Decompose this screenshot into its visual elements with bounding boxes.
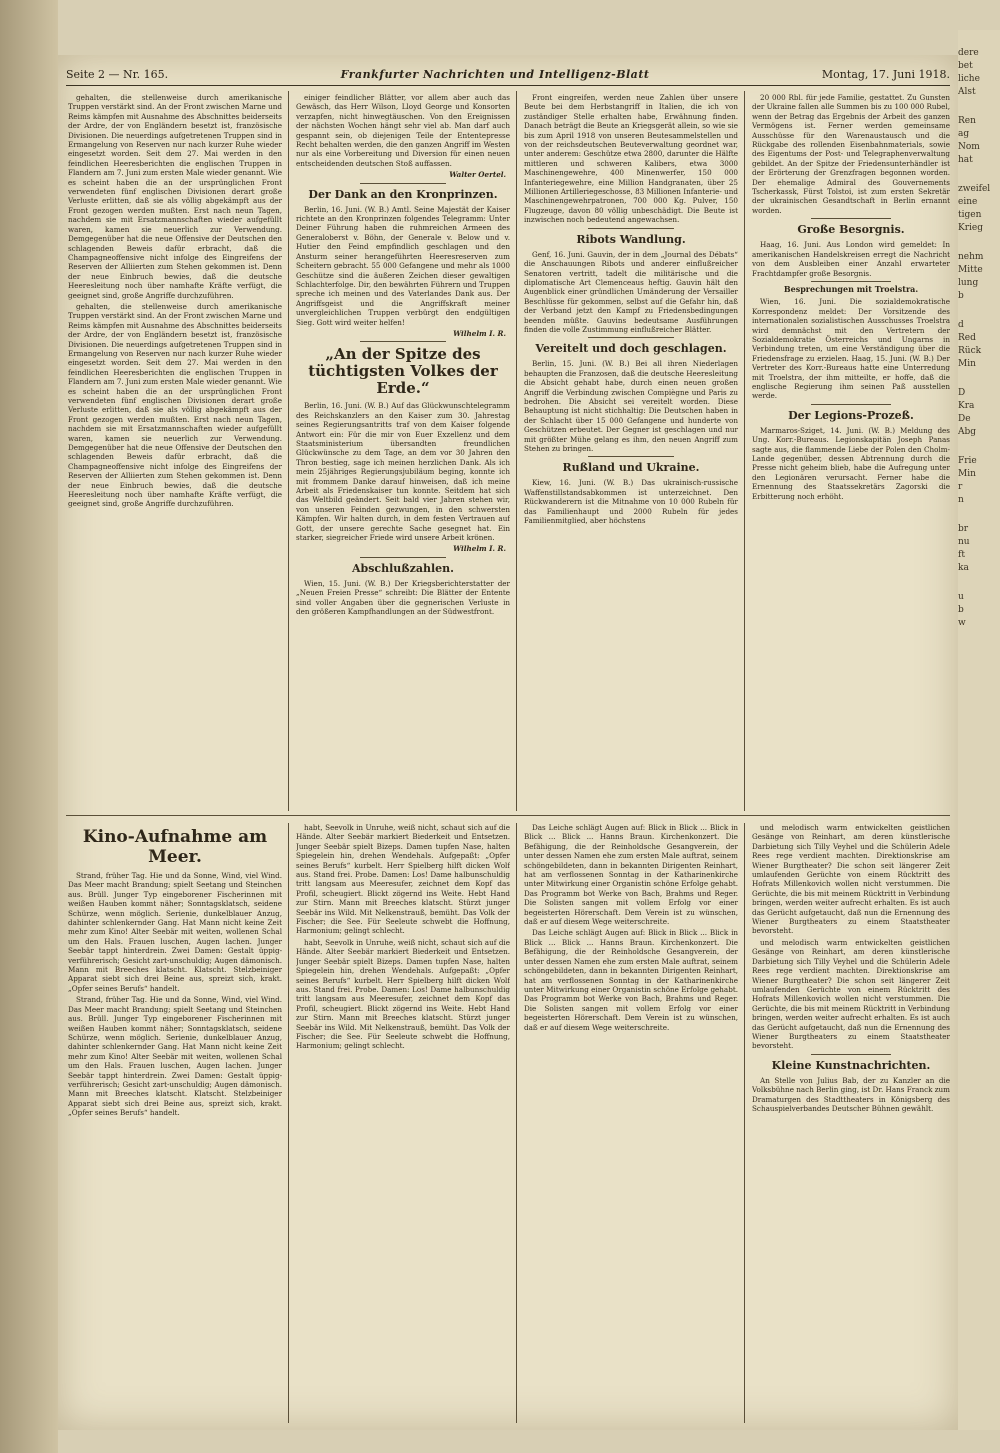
article-text: 20 000 Rbl. für jede Familie, gestattet. Zu Gunsten der Ukraine fallen alle Summen bis zu 100 000 Rubel, wenn der Betrag das Ergebnis der Arbeit des ganzen Vermögens ist. Ferner werden gemeinsame Ausschüsse für den Warenaustausch und die Rückgabe des rollenden Eisenbahnmaterials, sowie des Eigentums der Post- und Telegraphenverwaltung gebildet. An der Spitze der Friedensunterhändler ist der Erörterung der Grenzfragen begonnen worden. Der ehemalige Admiral des Gouvernements Tscherkassk, Fürst Tolstoi, ist zum ersten Sekretär der ukrainischen Gesandtschaft in Berlin ernannt worden. <box>752 93 950 215</box>
article-text: gehalten, die stellenweise durch amerikanische Truppen verstärkt sind. An der Front zwischen Marne und Reims kämpfen mit Ausnahme des Abschnittes beiderseits der Ardre, der von Engländern besetzt ist, französische Divisionen. Die neuerdings aufgetretenen Truppen sind in Ermangelung von Reserven nur nach kurzer Ruhe wieder eingesetzt worden. Seit dem 27. Mai werden in den feindlichen Heeresberichten die englischen Truppen in Flandern am 7. Juni zum ersten Male wieder genannt. Wie es scheint haben die an der ursprünglichen Front verwendeten fünf englischen Divisionen derart große Verluste erlitten, daß sie als völlig abgekämpft aus der Front gezogen werden mußten. Erst nach neun Tagen, nachdem sie mit Ersatzmannschaften wieder aufgefüllt waren, kamen sie neuerlich zur Verwendung. Demgegenüber hat die neue Offensive der Deutschen den schlagenden Beweis dafür erbracht, daß die Champagneoffensive nicht infolge des Eingreifens der Reserven der Alliierten zum Stehen gekommen ist. Denn der neue Einbruch bewies, daß die deutsche Heeresleitung noch über namhafte Kräfte verfügt, die geeignet sind, große Angriffe durchzuführen. <box>68 301 282 509</box>
column-kaiser-news <box>296 93 510 809</box>
headline-vereitelt: Vereitelt und doch geschlagen. <box>535 342 727 356</box>
article-text: Haag, 16. Juni. Aus London wird gemeldet: In amerikanischen Handelskreisen erregt die Nachricht von dem Ausbleiben einer Anzahl erwarteter Frachtdampfer große Besorgnis. <box>752 240 950 278</box>
article-text: habt, Seevolk in Unruhe, weiß nicht, schaut sich auf die Hände. Alter Seebär markiert Biederkeit und Entsetzen. Junger Seebär spielt Bizeps. Damen tupfen Nase, halten Spiegelein hin, drehen Wendehals. Aufgepaßt: „Opfer seines Berufs“ kurbelt. Herr Spielberg hilft dicken Wolf aus. Stand frei. Probe. Damen: Los! Dame halbunschuldig tritt langsam aus Meeresufer, zeichnet dem Kopf das Profil, scheugiert. Blickt zögernd ins Weite. Hebt Hand zur Stirn. Mann mit Breeches klatscht. Stürzt junger Seebär ins Wild. Mit Nelkenstrauß, bemüht. Das Volk der Fischer; die See. Für Seeleute schwebt die Hoffnung, Harmonium; gelingt schlecht. <box>296 823 510 936</box>
article-text: einiger feindlicher Blätter, vor allem aber auch das Gewäsch, das Herr Wilson, Lloyd George und Konsorten verzapfen, nicht hinwegtäuschen. Von den Ereignissen der nächsten Wochen hängt sehr viel ab. Man darf auch gespannt sein, ob diejenigen Teile der Ententepresse Recht behalten werden, die den ganzen Angriff im Westen nur als eine Vorbereitung und Diversion für einen neuen entscheidenden deutschen Stoß auffassen. <box>296 93 510 168</box>
strip-fragment: zweifel <box>958 184 991 194</box>
author-byline: Wilhelm I. R. <box>453 328 506 338</box>
article-separator <box>360 183 446 184</box>
column-rule <box>744 823 745 1423</box>
column-rule <box>516 91 517 811</box>
column-feuilleton-3 <box>524 823 738 1423</box>
column-rule <box>516 823 517 1423</box>
column-foreign-news <box>524 93 738 809</box>
strip-fragment: liche <box>958 74 980 84</box>
strip-fragment: Kra <box>958 401 975 411</box>
article-separator <box>811 1054 890 1055</box>
strip-fragment: b <box>958 291 964 301</box>
column-feuilleton-1 <box>68 823 282 1423</box>
headline-troelstra: Besprechungen mit Troelstra. <box>783 283 919 294</box>
headline-legion: Der Legions-Prozeß. <box>788 408 914 422</box>
strip-fragment: De <box>958 414 971 424</box>
article-separator <box>811 281 890 282</box>
article-text: Berlin, 15. Juni. (W. B.) Bei all ihren Niederlagen behaupten die Franzosen, daß die deutsche Heeresleitung die Absicht gehabt habe, durch einen neuen großen Angriff die Verbindung zwischen Compiègne und Paris zu bedrohen. Die Absicht sei vereitelt worden. Diese Behauptung ist nicht stichhaltig: Die Deutschen haben in der Schlacht über 15 000 Gefangene und hunderte von Geschützen erbeutet. Der Gegner ist geschlagen und nur mit größter Mühe gelang es ihm, den neuen Angriff zum Stehen zu bringen. <box>524 359 738 453</box>
column-war-report <box>68 93 282 809</box>
article-text: Strand, früher Tag. Hie und da Sonne, Wind, viel Wind. Das Meer macht Brandung; spielt Seetang und Steinchen aus. Brüll. Junger Typ eingeborener Fischerinnen mit weißen Hauben kommt näher; Sonntagsklatsch, seidene Schürze, wenn möglich. Serienie, dunkelblauer Anzug, dahinter schlenkernder Gang. Hat Mann nicht keine Zeit mehr zum Kino! Alter Seebär mit weiten, wollenen Schal um den Hals. Frauen luschen, Augen lachen. Junger Seebär tappt hinterdrein. Zwei Damen: Gestalt üppig-verführerisch; Gesicht zart-unschuldig; Augen dämonisch. Mann mit Breeches klatscht. Klatscht. Stelzbeiniger Apparat siebt sich drei Beine aus, spreizt sich, krakt. „Opfer seines Berufs“ handelt. <box>68 871 282 993</box>
newspaper-page <box>58 55 958 1430</box>
strip-fragment: bet <box>958 61 973 71</box>
headline-abschluss: Abschlußzahlen. <box>351 561 455 575</box>
article-text: und melodisch warm entwickelten geistlichen Gesänge von Reinhart, am deren künstlerische Darbietung sich Tilly Veyhel und die Schülerin Adele Rees rege verdient machten. Direktionskrise am Wiener Burgtheater? Die schon seit längerer Zeit umlaufenden Gerüchte von einem Rücktritt des Hofrats Millenkovich wollen nicht verstummen. Die Gerüchte, die bis mit meinem Rücktritt in Verbindung bringen, werden weiter aufrecht erhalten. Es ist auch das Gerücht aufgetaucht, daß nun die Ernennung des Wiener Burgtheaters zu einem Staatstheater bevorsteht. <box>752 823 950 936</box>
strip-fragment: Mitte <box>958 265 983 275</box>
column-politics <box>752 93 950 809</box>
strip-fragment: lung <box>958 278 979 288</box>
strip-fragment: d <box>958 320 964 330</box>
strip-fragment: br <box>958 524 969 534</box>
article-text: Genf, 16. Juni. Gauvin, der in dem „Journal des Débats“ die Anschauungen Ribots und anderer einflußreicher Senatoren vertritt, tadelt die militärische und die diplomatische Art Clemenceaus heftig. Gauvin hält den Augenblick einer gründlichen Umänderung der Versailler Beschlüsse für gekommen, selbst auf die Gefahr hin, daß der Verband jetzt den Kampf zu Friedensbedingungen beenden müßte. Gauvins bedeutsame Ausführungen finden die volle Zustimmung einflußreicher Blätter. <box>524 249 738 334</box>
headline-dank: Der Dank an den Kronprinzen. <box>308 187 498 201</box>
article-text: An Stelle von Julius Bab, der zu Kanzler an die Volksbühne nach Berlin ging, ist Dr. Hans Franck zum Dramaturgen des Stadttheaters in Königsberg des Schauspielverbandes Deutscher Bühnen gewählt. <box>752 1075 950 1113</box>
article-text: Front eingreifen, werden neue Zahlen über unsere Beute bei dem Herbstangriff in Italien, die ich von zuständiger Stelle erhalten habe, Erwähnung finden. Danach beträgt die Beute an Kriegsgerät allein, so wie sie bis zum April 1918 von unseren Beutesammelstellen und von der reichsdeutschen Beuteverwaltung geordnet war, unter anderem: Geschütze etwa 2800, darunter die Hälfte mittleren und schweren Kalibers, etwa 3000 Maschinengewehre, 400 Minenwerfer, 150 000 Infanteriegewehre, eine Million Handgranaten, über 25 Millionen Artilleriegeschosse, 83 Millionen Infanterie- und Maschinengewehrpatronen, 700 000 Kg. Pulver, 150 Flugzeuge, davon 80 völlig unbeschädigt. Die Beute ist inzwischen noch bedeutend angewachsen. <box>524 93 738 225</box>
article-text: Wien, 16. Juni. Die sozialdemokratische Korrespondenz meldet: Der Vorsitzende des internationalen sozialistischen Ausschusses Troelstra wird demnächst mit den Vertretern der Sozialdemokratie Österreichs und Ungarns in Verbindung treten, um eine Verständigung über die Friedensfrage zu erzielen. Haag, 15. Juni. (W. B.) Der Vertreter des Korr.-Bureaus hatte eine Unterredung mit Troelstra, der ihm mitteilte, er hoffe, daß die englische Regierung ihm seinen Paß ausstellen werde. <box>752 297 950 401</box>
strip-fragment: dere <box>958 48 979 58</box>
strip-fragment: Rück <box>958 346 982 356</box>
article-text: Wien, 15. Juni. (W. B.) Der Kriegsberichterstatter der „Neuen Freien Presse“ schreibt: Die Blätter der Entente sind voller Angaben über die gegnerischen Verluste in den größeren Kampfhandlungen an der Südwestfront. <box>296 578 510 617</box>
article-text: Marmaros-Sziget, 14. Juni. (W. B.) Meldung des Ung. Korr.-Bureaus. Legionskapitän Joseph Panas sagte aus, die flammende Liebe der Polen den Cholm-Lande gegenüber, dessen Abtrennung durch die Presse nicht geheim blieb, habe die Aufregung unter den Legionären verursacht. Ferner habe die Ernennung des Staatssekretärs Zagorski die Erbitterung noch erhöht. <box>752 425 950 501</box>
article-separator <box>811 404 890 405</box>
book-binding <box>0 0 58 1453</box>
headline-ribot: Ribots Wandlung. <box>576 232 686 246</box>
author-byline: Wilhelm I. R. <box>453 544 506 554</box>
article-text: Das Leiche schlägt Augen auf: Blick in Blick ... Blick in Blick ... Blick ... Hanns Braun. Kirchenkonzert. Die Befähigung, die der Reinholdsche Gesangverein, der unter dessen Namen ehe zum ersten Male auftrat, seinem schöngebildeten, dann in bekannten Dirigenten Reinhart, hat am verflossenen Sonntag in der Katharinenkirche unter Mitwirkung einer Organistin schöne Erfolge gehabt. Das Programm bot Werke von Bach, Brahms und Reger. Die Solisten sangen mit vollem Erfolg vor einer begeisterten Hörerschaft. Dem Verein ist zu wünschen, daß er auf diesem Wege weiterschreite. <box>524 823 738 927</box>
strip-fragment: ag <box>958 129 970 139</box>
strip-fragment: tigen <box>958 210 982 220</box>
article-separator <box>811 218 890 219</box>
strip-fragment: Krieg <box>958 223 983 233</box>
strip-fragment: Abg <box>958 427 977 437</box>
strip-fragment: D <box>958 388 966 398</box>
strip-fragment: Ren <box>958 116 976 126</box>
strip-fragment: eine <box>958 197 978 207</box>
headline-besorgnis: Große Besorgnis. <box>797 223 905 237</box>
issue-date: Montag, 17. Juni 1918. <box>821 67 950 81</box>
article-text: Berlin, 16. Juni. (W. B.) Auf das Glückwunschtelegramm des Reichskanzlers an den Kaiser zum 30. Jahrestag seines Regierungsantritts traf von dem Kaiser folgende Antwort ein: Für die mir von Euer Exzellenz und dem Staatsministerium übersandten freundlichen Glückwünsche zu dem Tage, an dem vor 30 Jahren den Thron bestieg, sage ich meinen herzlichen Dank. Als ich mein 25jähriges Regierungsjubiläum beging, konnte ich mit frommem Danke darauf hinweisen, daß ich meine Arbeit als Friedenskaiser tun konnte. Seitdem hat sich das Weltbild geändert. Seit bald vier Jahren stehen wir, von unseren Feinden gezwungen, in den schwersten Kämpfen. Wir halten durch, in dem festen Vertrauen auf Gott, der unsere gerechte Sache gesegnet hat. Ein starker, siegreicher Friede wird unsere Arbeit krönen. <box>296 401 510 543</box>
strip-fragment: nu <box>958 537 970 547</box>
strip-fragment: n <box>958 495 964 505</box>
strip-fragment: r <box>958 482 963 492</box>
strip-fragment: Red <box>958 333 976 343</box>
strip-fragment: Min <box>958 359 976 369</box>
strip-fragment: hat <box>958 155 973 165</box>
article-separator <box>588 456 674 457</box>
strip-fragment: nehm <box>958 252 984 262</box>
article-text: Das Leiche schlägt Augen auf: Blick in Blick ... Blick in Blick ... Blick ... Hanns Braun. Kirchenkonzert. Die Befähigung, die der Reinholdsche Gesangverein, der unter dessen Namen ehe zum ersten Male auftrat, seinem schöngebildeten, dann in bekannten Dirigenten Reinhart, hat am verflossenen Sonntag in der Katharinenkirche unter Mitwirkung einer Organistin schöne Erfolge gehabt. Das Programm bot Werke von Bach, Brahms und Reger. Die Solisten sangen mit vollem Erfolg vor einer begeisterten Hörerschaft. Dem Verein ist zu wünschen, daß er auf diesem Wege weiterschreite. <box>524 928 738 1032</box>
headline-russland: Rußland und Ukraine. <box>562 461 700 475</box>
article-text: Kiew, 16. Juni. (W. B.) Das ukrainisch-russische Waffenstillstandsabkommen ist unterzeichnet. Den Rückwanderern ist die Mitnahme von 10 000 Rubeln für das Familienhaupt und 2000 Rubeln für jedes Familienmitglied, aber höchstens <box>524 478 738 526</box>
page-number: Seite 2 — Nr. 165. <box>66 67 169 81</box>
strip-fragment: ka <box>958 563 969 573</box>
strip-fragment: b <box>958 605 964 615</box>
strip-fragment: Alst <box>958 87 976 97</box>
headline-kino: Kino-Aufnahme am Meer. <box>82 827 268 867</box>
article-separator <box>588 228 674 229</box>
article-text: Berlin, 16. Juni. (W. B.) Amtl. Seine Majestät der Kaiser richtete an den Kronprinzen folgendes Telegramm: Unter Deiner Führung haben die ruhmreichen Armeen des Generaloberst v. Böhn, der Generale v. Below und v. Hutier den Feind empfindlich geschlagen und den Ansturm seiner herangeführten Heeresreserven zum Scheitern gebracht. 55 000 Gefangene und mehr als 1000 Geschütze sind die äußeren Zeichen dieser gewaltigen Schlachterfolge. Dir, den bewährten Führern und Truppen spreche ich meinen und des Vaterlandes Dank aus. Der Angriffsgeist und die Angriffskraft meiner unvergleichlichen Truppen verbürgt den endgültigen Sieg. Gott wird weiter helfen! <box>296 204 510 327</box>
article-text: habt, Seevolk in Unruhe, weiß nicht, schaut sich auf die Hände. Alter Seebär markiert Biederkeit und Entsetzen. Junger Seebär spielt Bizeps. Damen tupfen Nase, halten Spiegelein hin, drehen Wendehals. Aufgepaßt: „Opfer seines Berufs“ kurbelt. Herr Spielberg hilft dicken Wolf aus. Stand frei. Probe. Damen: Los! Dame halbunschuldig tritt langsam aus Meeresufer, zeichnet dem Kopf das Profil, scheugiert. Blickt zögernd ins Weite. Hebt Hand zur Stirn. Mann mit Breeches klatscht. Stürzt junger Seebär ins Wild. Mit Nelkenstrauß, bemüht. Das Volk der Fischer; die See. Für Seeleute schwebt die Hoffnung, Harmonium; gelingt schlecht. <box>296 937 510 1051</box>
column-rule <box>744 91 745 811</box>
article-separator <box>360 557 446 558</box>
page-header <box>66 65 950 86</box>
strip-fragment: Min <box>958 469 976 479</box>
newspaper-title: Frankfurter Nachrichten und Intelligenz-Blatt <box>340 67 650 81</box>
headline-kunst: Kleine Kunstnachrichten. <box>771 1058 931 1072</box>
adjacent-page-strip <box>958 30 1000 1430</box>
section-divider <box>66 815 950 816</box>
article-text: und melodisch warm entwickelten geistlichen Gesänge von Reinhart, am deren künstlerische Darbietung sich Tilly Veyhel und die Schülerin Adele Rees rege verdient machten. Direktionskrise am Wiener Burgtheater? Die schon seit längerer Zeit umlaufenden Gerüchte von einem Rücktritt des Hofrats Millenkovich wollen nicht verstummen. Die Gerüchte, die bis mit meinem Rücktritt in Verbindung bringen, werden weiter aufrecht erhalten. Es ist auch das Gerücht aufgetaucht, daß nun die Ernennung des Wiener Burgtheaters zu einem Staatstheater bevorsteht. <box>752 937 950 1051</box>
article-separator <box>588 337 674 338</box>
column-rule <box>288 823 289 1423</box>
strip-fragment: Nom <box>958 142 980 152</box>
strip-fragment: Frie <box>958 456 977 466</box>
article-separator <box>360 341 446 342</box>
strip-fragment: ft <box>958 550 965 560</box>
column-feuilleton-2 <box>296 823 510 1423</box>
headline-spitze: „An der Spitze des tüchtigsten Volkes der Erde.“ <box>308 345 498 398</box>
strip-fragment: w <box>958 618 966 628</box>
author-byline: Walter Oertel. <box>449 170 506 180</box>
column-rule <box>288 91 289 811</box>
column-feuilleton-4 <box>752 823 950 1423</box>
article-text: Strand, früher Tag. Hie und da Sonne, Wind, viel Wind. Das Meer macht Brandung; spielt Seetang und Steinchen aus. Brüll. Junger Typ eingeborener Fischerinnen mit weißen Hauben kommt näher; Sonntagsklatsch, seidene Schürze, wenn möglich. Serienie, dunkelblauer Anzug, dahinter schlenkernder Gang. Hat Mann nicht keine Zeit mehr zum Kino! Alter Seebär mit weiten, wollenen Schal um den Hals. Frauen luschen, Augen lachen. Junger Seebär tappt hinterdrein. Zwei Damen: Gestalt üppig-verführerisch; Gesicht zart-unschuldig; Augen dämonisch. Mann mit Breeches klatscht. Klatscht. Stelzbeiniger Apparat siebt sich drei Beine aus, spreizt sich, krakt. „Opfer seines Berufs“ handelt. <box>68 995 282 1118</box>
article-text: gehalten, die stellenweise durch amerikanische Truppen verstärkt sind. An der Front zwischen Marne und Reims kämpfen mit Ausnahme des Abschnittes beiderseits der Ardre, der von Engländern besetzt ist, französische Divisionen. Die neuerdings aufgetretenen Truppen sind in Ermangelung von Reserven nur nach kurzer Ruhe wieder eingesetzt worden. Seit dem 27. Mai werden in den feindlichen Heeresberichten die englischen Truppen in Flandern am 7. Juni zum ersten Male wieder genannt. Wie es scheint haben die an der ursprünglichen Front verwendeten fünf englischen Divisionen derart große Verluste erlitten, daß sie als völlig abgekämpft aus der Front gezogen werden mußten. Erst nach neun Tagen, nachdem sie mit Ersatzmannschaften wieder aufgefüllt waren, kamen sie neuerlich zur Verwendung. Demgegenüber hat die neue Offensive der Deutschen den schlagenden Beweis dafür erbracht, daß die Champagneoffensive nicht infolge des Eingreifens der Reserven der Alliierten zum Stehen gekommen ist. Denn der neue Einbruch bewies, daß die deutsche Heeresleitung noch über namhafte Kräfte verfügt, die geeignet sind, große Angriffe durchzuführen. <box>68 93 282 300</box>
strip-fragment: u <box>958 592 964 602</box>
